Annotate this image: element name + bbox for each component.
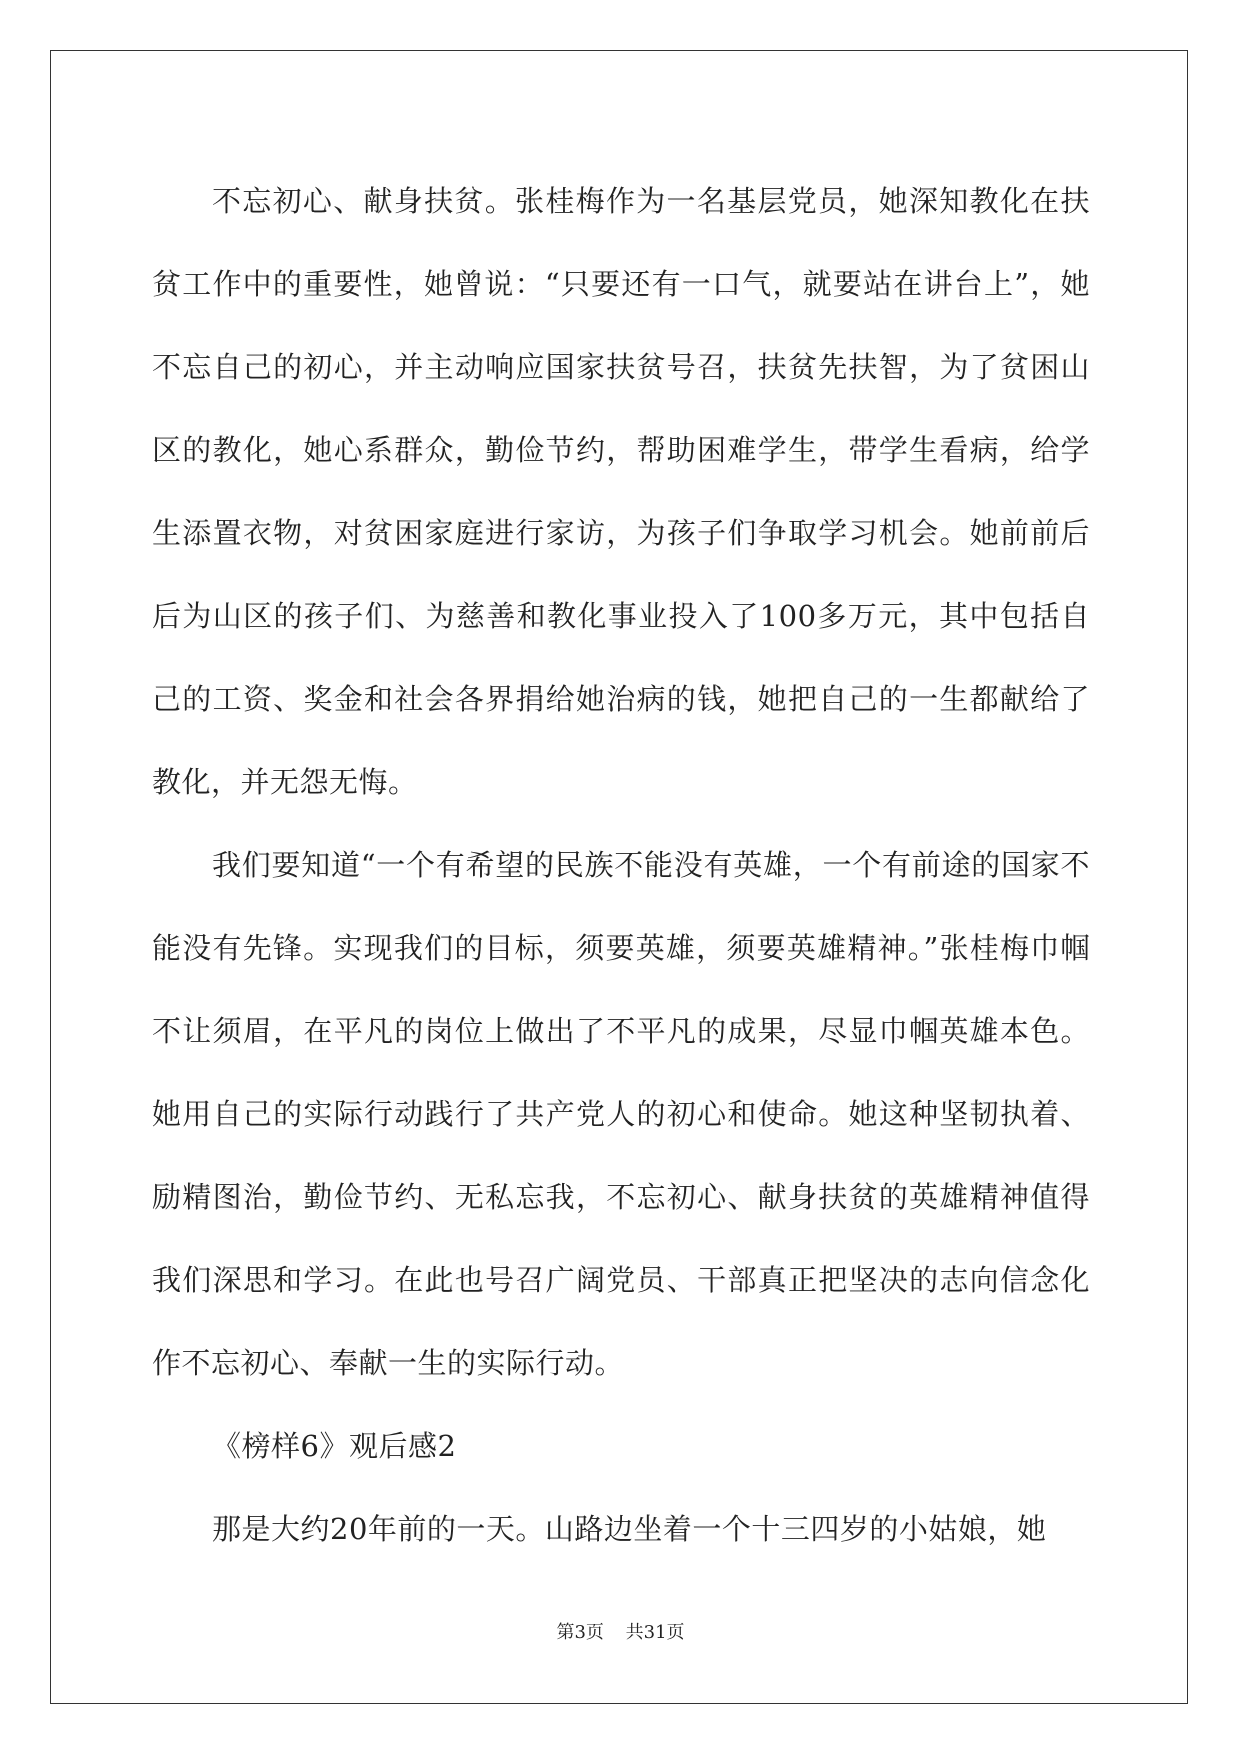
page-footer <box>0 1618 1241 1644</box>
paragraph-3: 那是大约20年前的一天。山路边坐着一个十三四岁的小姑娘，她 <box>212 1512 1047 1546</box>
document-body <box>152 160 1090 1571</box>
paragraph-2: 我们要知道“一个有希望的民族不能没有英雄，一个有前途的国家不能没有先锋。实现我们的目标，须要英雄，须要英雄精神。”张桂梅巾帼不让须眉，在平凡的岗位上做出了不平凡的成果，尽显巾帼英雄本色。她用自己的实际行动践行了共产党人的初心和使命。她这种坚韧执着、励精图治，勤俭节约、无私忘我，不忘初心、献身扶贫的英雄精神值得我们深思和学习。在此也号召广阔党员、干部真正把坚决的志向信念化作不忘初心、奉献一生的实际行动。 <box>152 848 1090 1380</box>
section-heading: 《榜样6》观后感2 <box>212 1429 457 1463</box>
paragraph-1: 不忘初心、献身扶贫。张桂梅作为一名基层党员，她深知教化在扶贫工作中的重要性，她曾说：“只要还有一口气，就要站在讲台上”，她不忘自己的初心，并主动响应国家扶贫号召，扶贫先扶智，为了贫困山区的教化，她心系群众，勤俭节约，帮助困难学生，带学生看病，给学生添置衣物，对贫困家庭进行家访，为孩子们争取学习机会。她前前后后为山区的孩子们、为慈善和教化事业投入了100多万元，其中包括自己的工资、奖金和社会各界捐给她治病的钱，她把自己的一生都献给了教化，并无怨无悔。 <box>152 184 1090 799</box>
page-number: 第3页 <box>556 1622 604 1643</box>
page-total: 共31页 <box>625 1622 685 1643</box>
